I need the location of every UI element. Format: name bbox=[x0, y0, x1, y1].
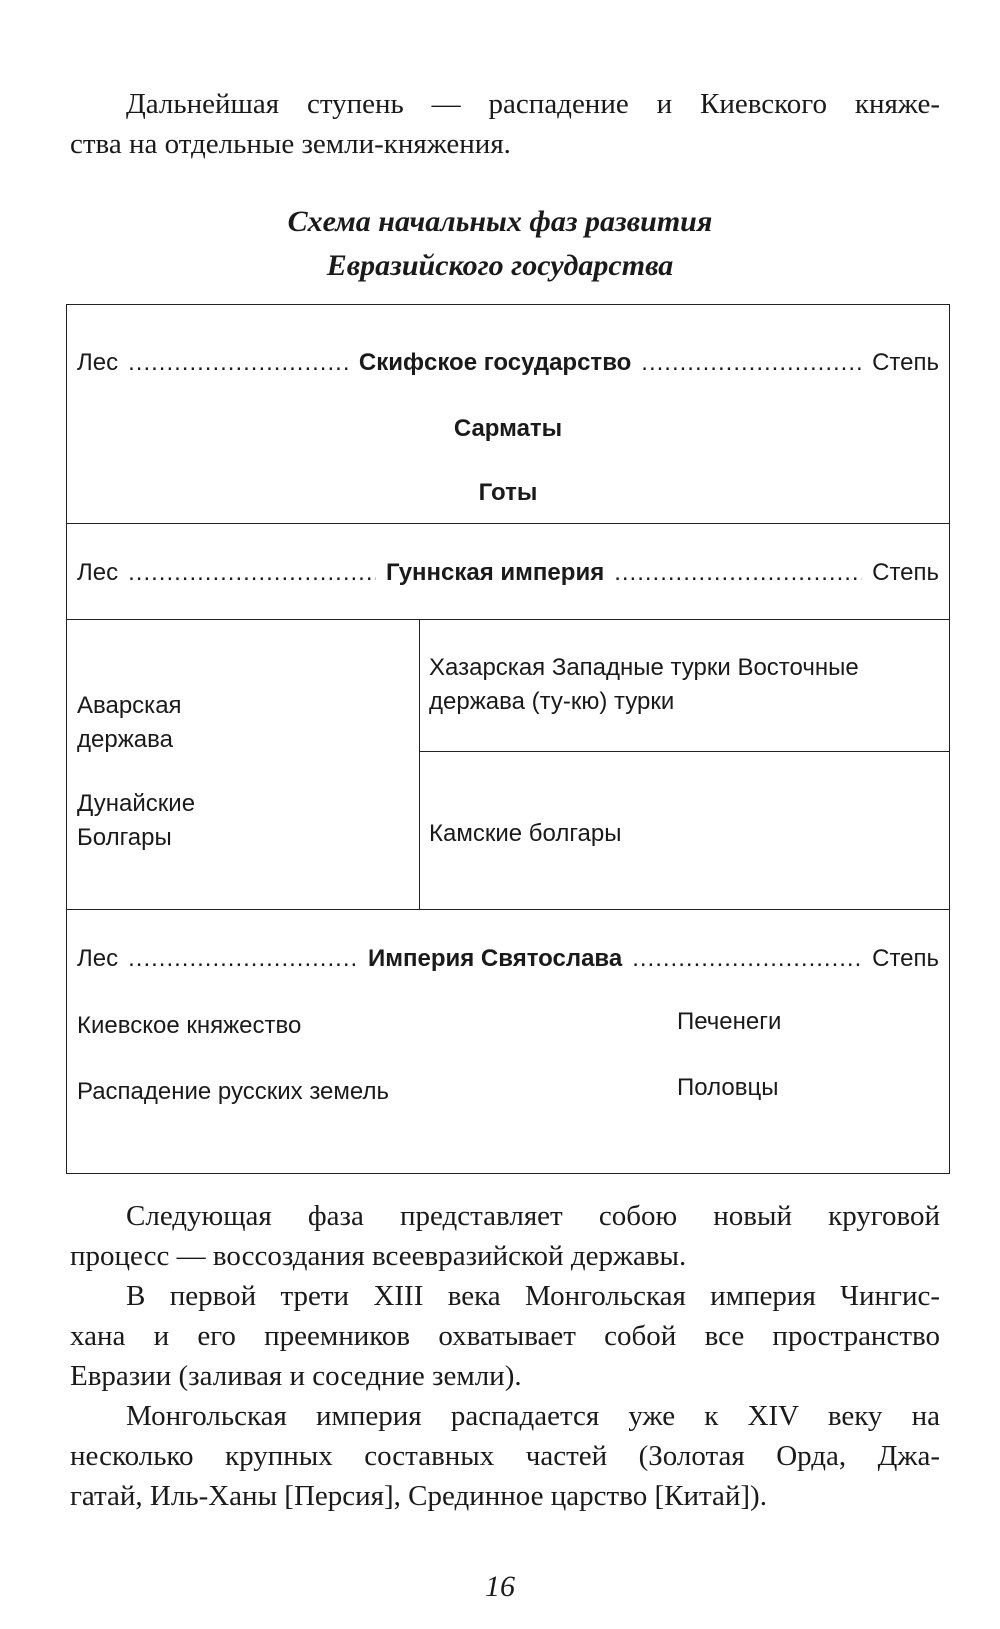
russian-lands-breakup: Распадение русских земель bbox=[77, 1078, 389, 1105]
scheme-caption bbox=[0, 200, 1000, 288]
section2-right-dots bbox=[614, 559, 862, 587]
cumans: Половцы bbox=[677, 1074, 779, 1101]
section2-steppe-label: Степь bbox=[872, 559, 940, 586]
section1-forest-label: Лес bbox=[77, 349, 119, 376]
p1-line-1: Следующая фаза представляет собою новый круговой bbox=[126, 1200, 940, 1232]
caption-line-1: Схема начальных фаз развития bbox=[287, 205, 713, 238]
p2-line-3: Евразии (заливая и соседние земли). bbox=[70, 1360, 522, 1392]
divider-1 bbox=[67, 523, 949, 524]
intro-line-1: Дальнейшая ступень — распадение и Киевского княже- bbox=[126, 88, 940, 120]
divider-3 bbox=[67, 909, 949, 910]
section1-steppe-label: Степь bbox=[872, 349, 939, 376]
pechenegs: Печенеги bbox=[677, 1008, 782, 1035]
khazar-line-2: держава (ту-кю) турки bbox=[429, 688, 675, 715]
section1-state-name: Скифское государство bbox=[358, 349, 632, 376]
section1-right-dots bbox=[641, 349, 862, 377]
p2-line-2: хана и его преемников охватывает собой все пространство bbox=[70, 1320, 940, 1352]
divider-2 bbox=[67, 619, 949, 620]
section2-main-row bbox=[77, 559, 939, 587]
scheme-diagram bbox=[66, 304, 950, 1174]
section2-state-name: Гуннская империя bbox=[386, 559, 605, 586]
section1-main-row bbox=[77, 349, 939, 377]
khazar-turks-cell bbox=[429, 651, 859, 719]
p2-line-1: В первой трети XIII века Монгольская империя Чингис- bbox=[126, 1280, 940, 1312]
p3-line-3: гатай, Иль-Ханы [Персия], Срединное царство [Китай]). bbox=[70, 1480, 767, 1512]
khazar-line-1: Хазарская Западные турки Восточные bbox=[429, 654, 859, 681]
p3-line-1: Монгольская империя распадается уже к XIV веку на bbox=[126, 1400, 940, 1432]
p1-line-2: процесс — воссоздания всеевразийской державы. bbox=[70, 1240, 687, 1272]
avar-line-2: держава bbox=[77, 726, 173, 753]
paragraph-2 bbox=[70, 1276, 940, 1396]
avar-line-1: Аварская bbox=[77, 692, 182, 719]
section2-forest-label: Лес bbox=[77, 559, 119, 586]
kiev-principality: Киевское княжество bbox=[77, 1012, 302, 1039]
section1-goths: Готы bbox=[478, 479, 538, 506]
section1-sarmatians: Сарматы bbox=[453, 415, 563, 442]
section4-main-row bbox=[77, 945, 939, 973]
section4-forest-label: Лес bbox=[77, 945, 119, 972]
paragraph-1 bbox=[70, 1196, 940, 1276]
section4-right-dots bbox=[632, 945, 862, 973]
section3-vertical-divider bbox=[419, 619, 420, 909]
section4-steppe-label: Степь bbox=[872, 945, 940, 972]
intro-paragraph bbox=[70, 84, 940, 164]
section2-left-dots bbox=[128, 559, 376, 587]
page-number: 16 bbox=[485, 1570, 515, 1603]
avar-state bbox=[77, 689, 182, 757]
section3-right-divider bbox=[419, 751, 949, 752]
kama-bulgars: Камские болгары bbox=[429, 820, 622, 847]
caption-line-2: Евразийского государства bbox=[326, 249, 674, 282]
section4-state-name: Империя Святослава bbox=[368, 945, 623, 972]
section1-left-dots bbox=[128, 349, 349, 377]
paragraph-3 bbox=[70, 1396, 940, 1516]
section4-left-dots bbox=[128, 945, 358, 973]
danube-line-2: Болгары bbox=[77, 824, 172, 851]
danube-bulgars bbox=[77, 787, 195, 855]
intro-line-2: ства на отдельные земли-княжения. bbox=[70, 128, 511, 160]
danube-line-1: Дунайские bbox=[77, 790, 196, 817]
p3-line-2: несколько крупных составных частей (Золотая Орда, Джа- bbox=[70, 1440, 940, 1472]
